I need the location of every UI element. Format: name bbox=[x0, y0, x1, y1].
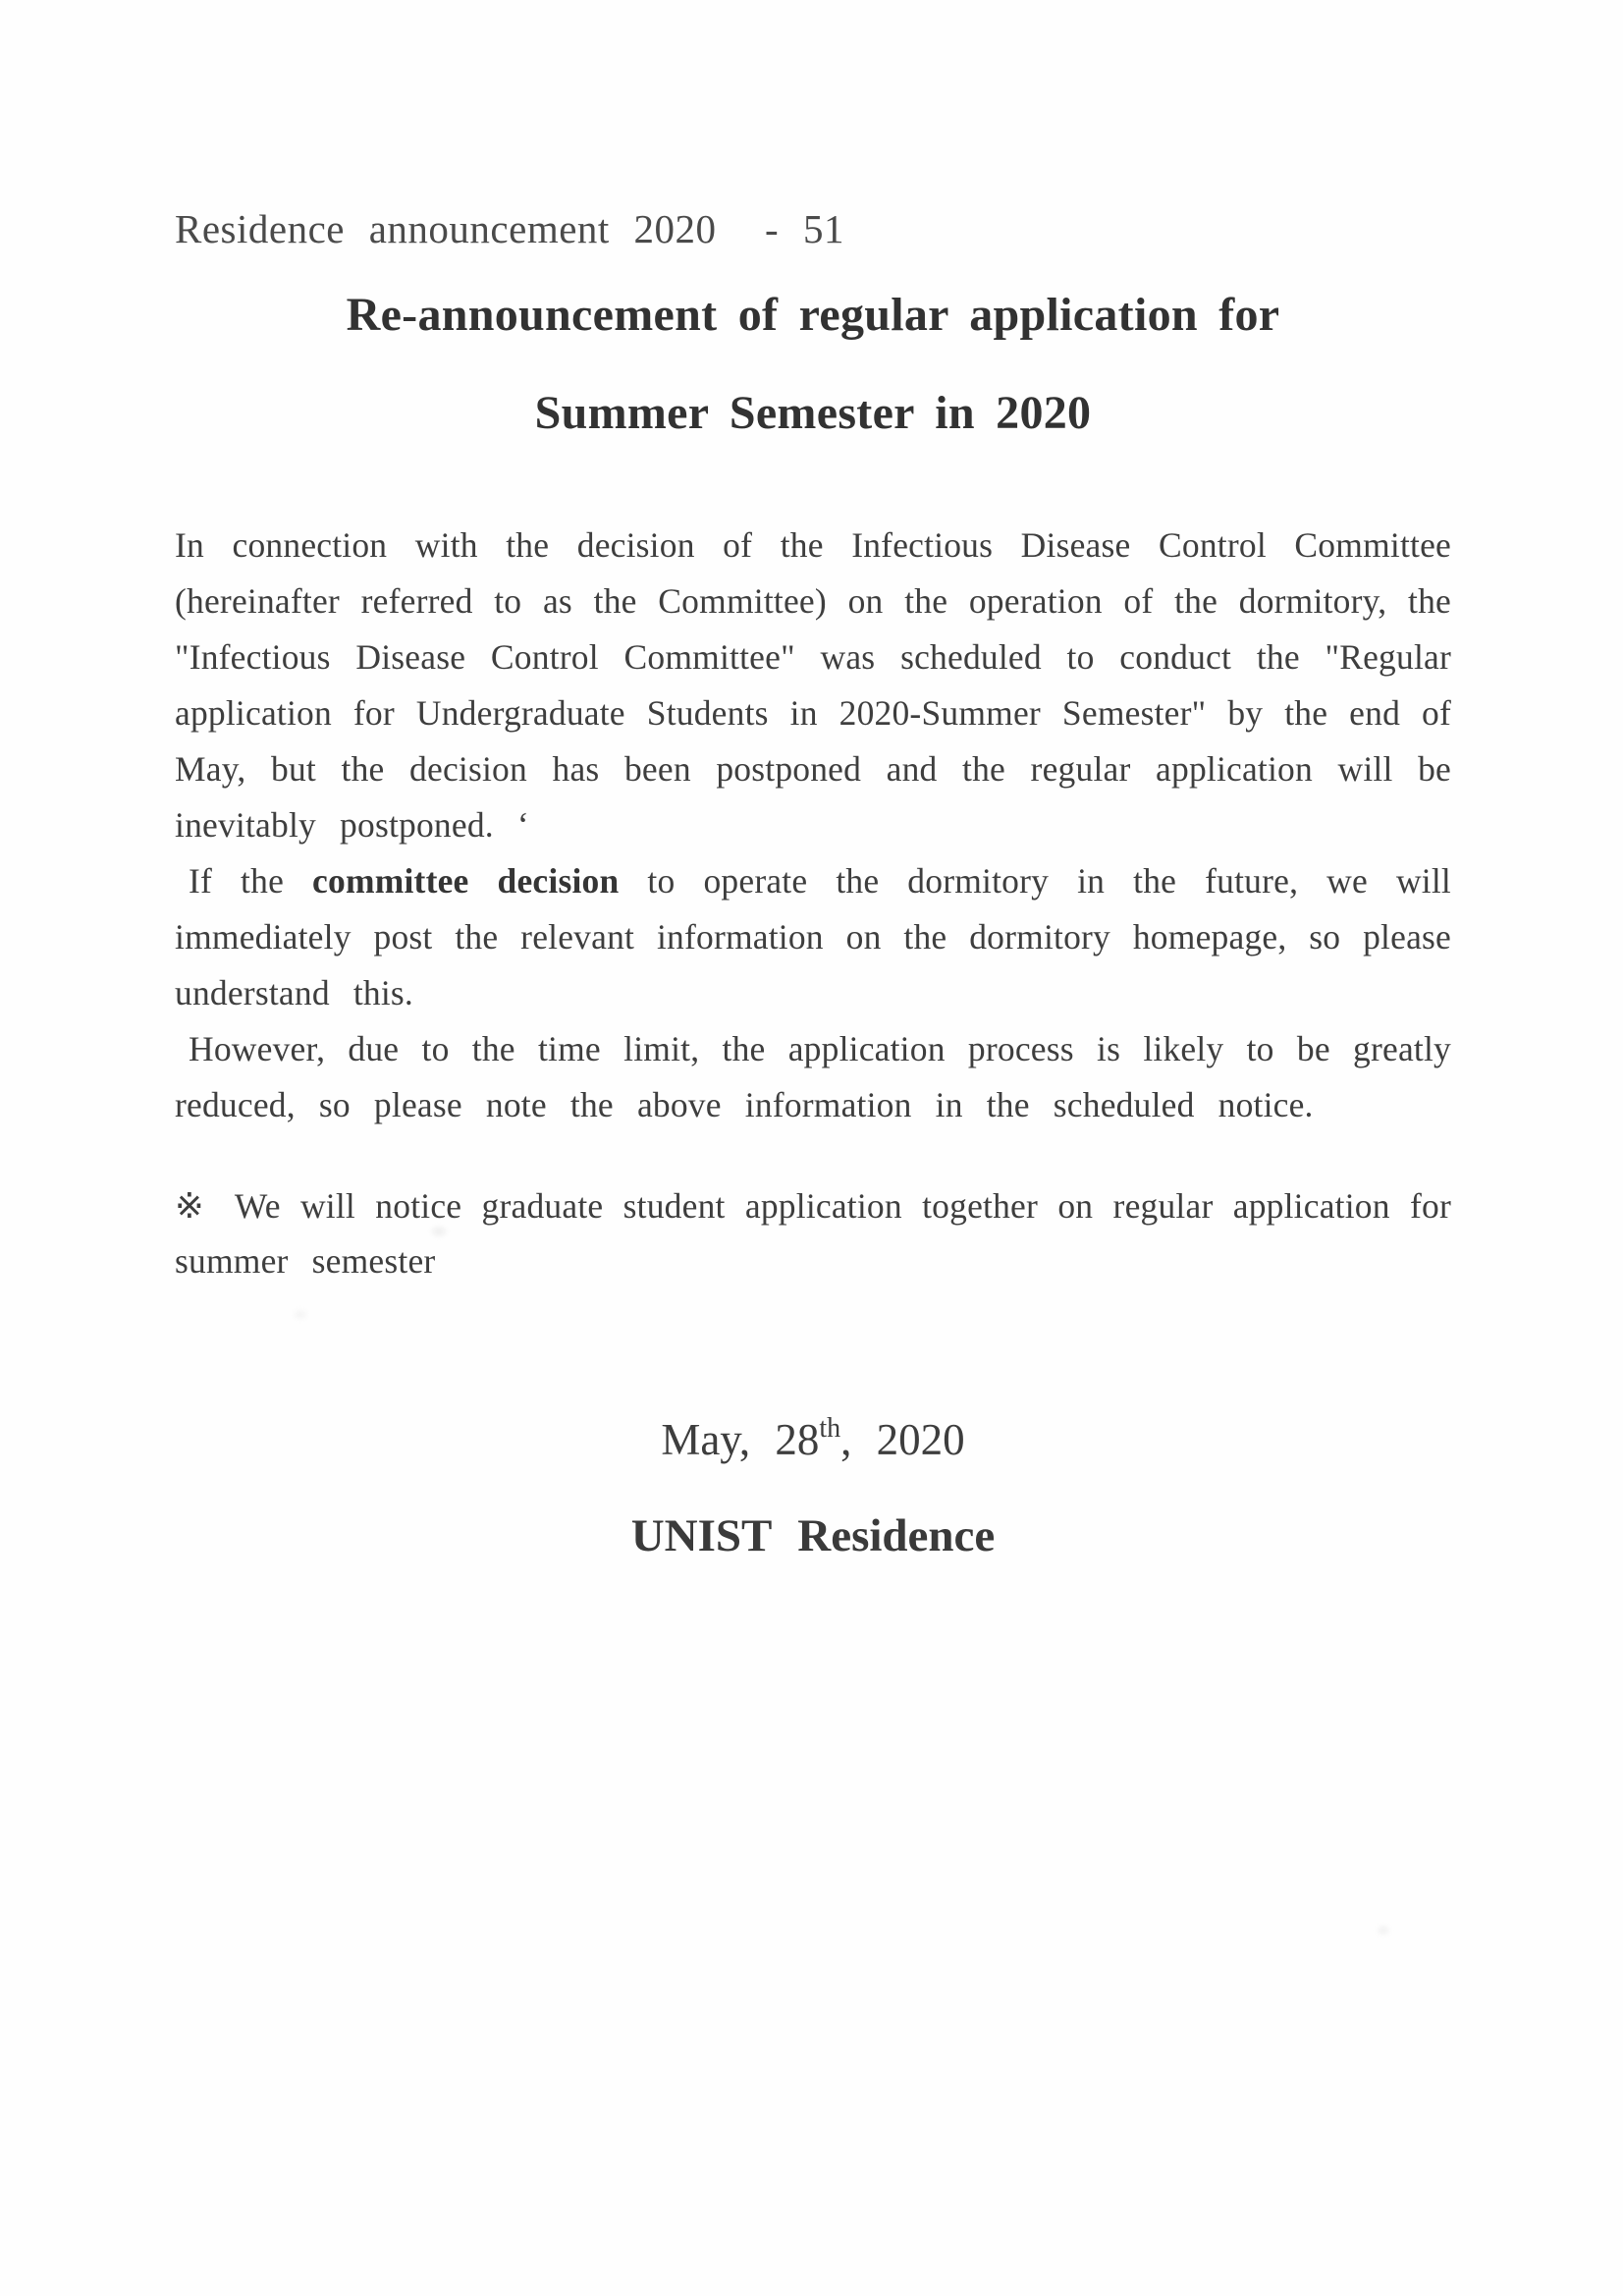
paragraph-line: (hereinafter referred to as the Committee) on the operation of the dormitory, the bbox=[175, 581, 1451, 621]
paragraph-line: immediately post the relevant information on the dormitory homepage, so please bbox=[175, 917, 1451, 957]
note-line: ※ We will notice graduate student application together on regular application for bbox=[175, 1186, 1451, 1226]
doc-title-line2: Summer Semester in 2020 bbox=[534, 387, 1092, 439]
paragraph-text: to operate the dormitory in the future, we will bbox=[619, 861, 1451, 901]
paragraph-line bbox=[175, 853, 1451, 909]
signature: UNIST Residence bbox=[630, 1510, 996, 1561]
scan-artifact bbox=[295, 1311, 306, 1318]
paragraph-line: understand this. bbox=[175, 973, 414, 1012]
paragraph-text: If the bbox=[189, 861, 313, 901]
doc-title-line1: Re-announcement of regular application for bbox=[346, 289, 1280, 341]
paragraph-line: However, due to the time limit, the application process is likely to be greatly bbox=[189, 1029, 1451, 1068]
paragraph-line: In connection with the decision of the Infectious Disease Control Committee bbox=[175, 525, 1451, 565]
paragraph-line: application for Undergraduate Students in 2020-Summer Semester" by the end of bbox=[175, 693, 1451, 733]
body-text bbox=[175, 518, 1451, 1133]
paragraph-line: May, but the decision has been postponed and the regular application will be bbox=[175, 749, 1451, 789]
date-suffix: , 2020 bbox=[840, 1415, 965, 1464]
paragraph-line: "Infectious Disease Control Committee" was scheduled to conduct the "Regular bbox=[175, 637, 1451, 677]
paragraph-line: reduced, so please note the above information in the scheduled notice. bbox=[175, 1085, 1314, 1124]
scan-artifact bbox=[1379, 1927, 1388, 1934]
date-ordinal-suffix: th bbox=[819, 1413, 841, 1444]
date-line bbox=[175, 1414, 1451, 1472]
doc-title bbox=[175, 266, 1451, 463]
note-text bbox=[175, 1178, 1451, 1288]
note-line: summer semester bbox=[175, 1241, 436, 1281]
doc-number: Residence announcement 2020 - 51 bbox=[175, 206, 844, 251]
paragraph-line: inevitably postponed. ‘ bbox=[175, 805, 529, 845]
scan-artifact bbox=[432, 1228, 446, 1235]
paragraph-text-bold: committee decision bbox=[312, 861, 620, 901]
date-prefix: May, 28 bbox=[661, 1415, 820, 1464]
